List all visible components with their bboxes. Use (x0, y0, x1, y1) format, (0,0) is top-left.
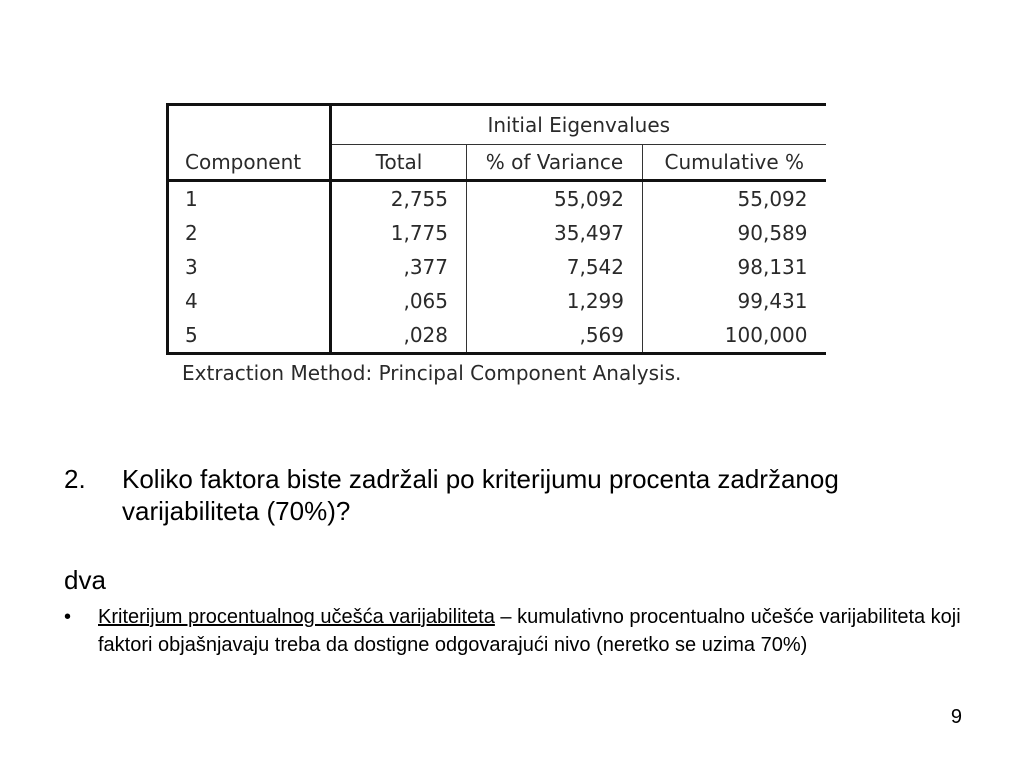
eigenvalues-table (166, 103, 826, 355)
cell-variance: 35,497 (467, 216, 643, 250)
column-header-variance: % of Variance (467, 145, 643, 181)
cell-total: ,028 (331, 318, 467, 354)
cell-cumulative: 55,092 (643, 181, 826, 217)
table-footnote: Extraction Method: Principal Component Analysis. (182, 361, 682, 385)
eigenvalues-table-container (166, 103, 824, 385)
cell-total: ,065 (331, 284, 467, 318)
cell-total: 1,775 (331, 216, 467, 250)
group-header-initial-eigenvalues: Initial Eigenvalues (331, 105, 826, 145)
table-row (168, 181, 826, 217)
cell-total: ,377 (331, 250, 467, 284)
question-number: 2. (64, 464, 86, 494)
cell-cumulative: 99,431 (643, 284, 826, 318)
cell-variance: 55,092 (467, 181, 643, 217)
question (64, 463, 964, 527)
column-header-component: Component (168, 105, 331, 181)
cell-cumulative: 100,000 (643, 318, 826, 354)
bullet-definition: – kumulativno procentualno učešće varijabiliteta koji faktori objašnjavaju treba da dostigne odgovarajući nivo (neretko se uzima 70%) (98, 606, 961, 656)
bullet-marker: • (64, 606, 72, 628)
bullet-body (98, 603, 964, 659)
cell-cumulative: 98,131 (643, 250, 826, 284)
column-header-total: Total (331, 145, 467, 181)
cell-variance: 1,299 (467, 284, 643, 318)
cell-variance: 7,542 (467, 250, 643, 284)
cell-cumulative: 90,589 (643, 216, 826, 250)
cell-variance: ,569 (467, 318, 643, 354)
table-row (168, 318, 826, 354)
cell-component: 3 (168, 250, 331, 284)
cell-total: 2,755 (331, 181, 467, 217)
table-row (168, 284, 826, 318)
cell-component: 1 (168, 181, 331, 217)
cell-component: 4 (168, 284, 331, 318)
cell-component: 5 (168, 318, 331, 354)
table-row (168, 250, 826, 284)
question-text: Koliko faktora biste zadržali po kriterijumu procenta zadržanog varijabiliteta (70%)? (122, 464, 839, 526)
page-number: 9 (950, 706, 962, 728)
cell-component: 2 (168, 216, 331, 250)
table-row (168, 216, 826, 250)
bullet-term: Kriterijum procentualnog učešća varijabiliteta (98, 606, 495, 628)
answer-text: dva (64, 565, 106, 595)
column-header-cumulative: Cumulative % (643, 145, 826, 181)
bullet-item (64, 603, 964, 659)
